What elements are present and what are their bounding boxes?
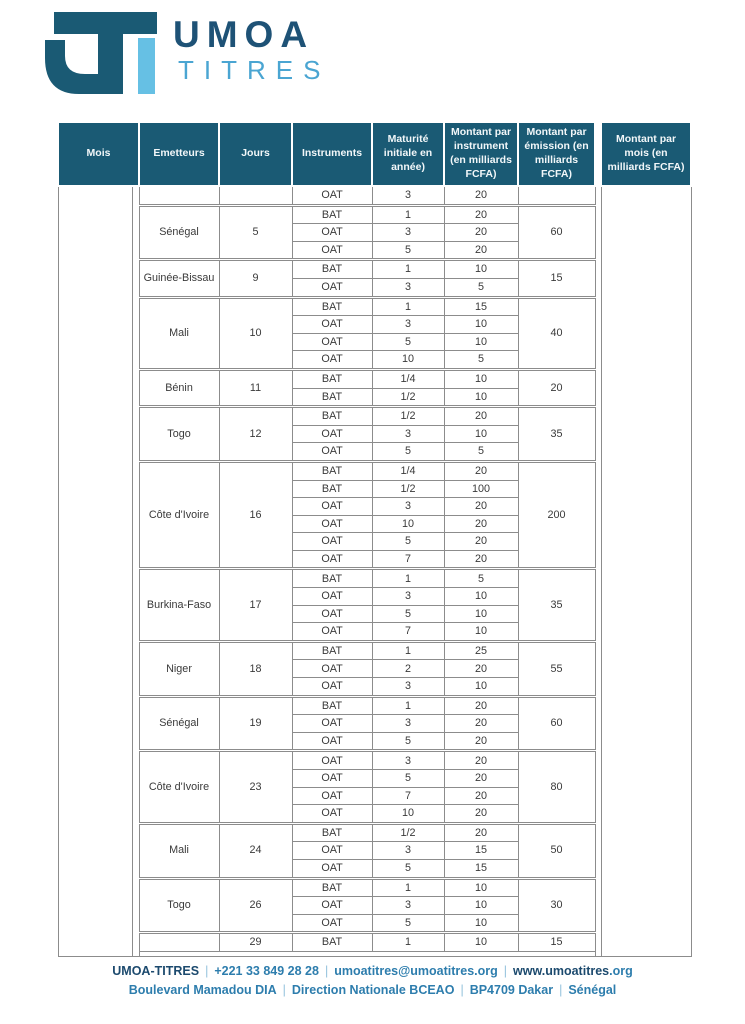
- instrument-cell: BAT: [292, 933, 372, 952]
- maturity-cell: 1/2: [372, 407, 444, 426]
- amount-instrument-cell: 25: [444, 641, 518, 660]
- instrument-cell: OAT: [292, 186, 372, 205]
- jours-cell: [219, 186, 292, 205]
- logo-titres-text: TITRES: [178, 55, 331, 85]
- amount-instrument-cell: 20: [444, 515, 518, 533]
- maturity-cell: 5: [372, 241, 444, 260]
- jours-cell: 9: [219, 260, 292, 297]
- instrument-cell: OAT: [292, 498, 372, 516]
- maturity-cell: 3: [372, 425, 444, 443]
- instrument-cell: BAT: [292, 569, 372, 588]
- instrument-cell: OAT: [292, 660, 372, 678]
- instrument-cell: OAT: [292, 515, 372, 533]
- amount-emission-cell: 35: [518, 569, 595, 641]
- instrument-cell: BAT: [292, 369, 372, 388]
- maturity-cell: 3: [372, 498, 444, 516]
- instrument-cell: OAT: [292, 333, 372, 351]
- amount-emission-cell: 30: [518, 878, 595, 933]
- spacer-cell: [139, 951, 219, 956]
- emission-calendar-table: [57, 121, 692, 957]
- header-jours: Jours: [219, 122, 292, 186]
- amount-instrument-cell: 20: [444, 787, 518, 805]
- jours-cell: 16: [219, 461, 292, 569]
- emitter-cell: Niger: [139, 641, 219, 696]
- amount-instrument-cell: 15: [444, 297, 518, 316]
- instrument-cell: OAT: [292, 859, 372, 878]
- amount-instrument-cell: 20: [444, 186, 518, 205]
- instrument-cell: OAT: [292, 533, 372, 551]
- instrument-cell: OAT: [292, 224, 372, 242]
- amount-instrument-cell: 10: [444, 605, 518, 623]
- footer-separator: |: [503, 964, 508, 978]
- maturity-cell: 5: [372, 533, 444, 551]
- amount-instrument-cell: 5: [444, 278, 518, 297]
- instrument-cell: OAT: [292, 842, 372, 860]
- jours-cell: 29: [219, 933, 292, 952]
- amount-instrument-cell: 10: [444, 316, 518, 334]
- ut-monogram-icon: [45, 10, 157, 96]
- footer-brand: UMOA-TITRES: [112, 964, 200, 978]
- maturity-cell: 3: [372, 278, 444, 297]
- footer-website-main[interactable]: www.umoatitres: [513, 964, 610, 978]
- amount-instrument-cell: 10: [444, 333, 518, 351]
- maturity-cell: 5: [372, 859, 444, 878]
- spacer-cell: [372, 951, 444, 956]
- amount-instrument-cell: 10: [444, 623, 518, 642]
- instrument-cell: OAT: [292, 588, 372, 606]
- maturity-cell: 1: [372, 641, 444, 660]
- instrument-cell: OAT: [292, 316, 372, 334]
- instrument-cell: OAT: [292, 443, 372, 462]
- header-montant-emission: Montant par émission (en milliards FCFA): [518, 122, 595, 186]
- maturity-cell: 10: [372, 805, 444, 824]
- footer-email-link[interactable]: umoatitres@umoatitres.org: [334, 964, 498, 978]
- amount-instrument-cell: 10: [444, 878, 518, 897]
- instrument-cell: OAT: [292, 623, 372, 642]
- amount-instrument-cell: 20: [444, 823, 518, 842]
- jours-cell: 17: [219, 569, 292, 641]
- footer-separator: |: [324, 964, 329, 978]
- amount-instrument-cell: 10: [444, 588, 518, 606]
- instrument-cell: OAT: [292, 897, 372, 915]
- jours-cell: 19: [219, 696, 292, 751]
- amount-instrument-cell: 5: [444, 443, 518, 462]
- header-maturite: Maturité initiale en année): [372, 122, 444, 186]
- instrument-cell: BAT: [292, 641, 372, 660]
- maturity-cell: 3: [372, 897, 444, 915]
- instrument-cell: BAT: [292, 823, 372, 842]
- mois-cell: [58, 186, 132, 956]
- instrument-cell: OAT: [292, 678, 372, 697]
- jours-cell: 5: [219, 205, 292, 260]
- footer-line-1: [0, 962, 745, 981]
- amount-emission-cell: 15: [518, 260, 595, 297]
- footer-separator: |: [282, 983, 286, 998]
- jours-cell: 18: [219, 641, 292, 696]
- amount-instrument-cell: 20: [444, 732, 518, 751]
- logo-umoa-text: UMOA: [173, 14, 315, 55]
- maturity-cell: 7: [372, 550, 444, 569]
- emitter-cell: Côte d'Ivoire: [139, 751, 219, 823]
- maturity-cell: 1/2: [372, 823, 444, 842]
- instrument-cell: OAT: [292, 278, 372, 297]
- maturity-cell: 5: [372, 914, 444, 933]
- table-row: [58, 186, 691, 205]
- maturity-cell: 1: [372, 878, 444, 897]
- footer-line-2: [0, 981, 745, 1000]
- footer-separator: |: [559, 983, 563, 998]
- footer-separator: |: [205, 964, 209, 978]
- maturity-cell: 1: [372, 205, 444, 224]
- amount-instrument-cell: 20: [444, 696, 518, 715]
- amount-instrument-cell: 20: [444, 533, 518, 551]
- instrument-cell: OAT: [292, 770, 372, 788]
- amount-emission-cell: 40: [518, 297, 595, 369]
- jours-cell: 10: [219, 297, 292, 369]
- footer-country: Sénégal: [568, 983, 617, 998]
- emitter-cell: Sénégal: [139, 205, 219, 260]
- maturity-cell: 3: [372, 588, 444, 606]
- table-header-row: [58, 122, 691, 186]
- amount-instrument-cell: 20: [444, 498, 518, 516]
- header-mois: Mois: [58, 122, 139, 186]
- maturity-cell: 1: [372, 297, 444, 316]
- instrument-cell: OAT: [292, 425, 372, 443]
- emitter-cell: [139, 933, 219, 952]
- instrument-cell: OAT: [292, 605, 372, 623]
- header-montant-mois: Montant par mois (en milliards FCFA): [601, 122, 691, 186]
- emitter-cell: Sénégal: [139, 696, 219, 751]
- amount-instrument-cell: 20: [444, 407, 518, 426]
- amount-instrument-cell: 5: [444, 351, 518, 370]
- amount-instrument-cell: 20: [444, 751, 518, 770]
- maturity-cell: 3: [372, 715, 444, 733]
- amount-emission-cell: 80: [518, 751, 595, 823]
- amount-emission-cell: 20: [518, 369, 595, 406]
- footer-separator: |: [460, 983, 464, 998]
- emitter-cell: Côte d'Ivoire: [139, 461, 219, 569]
- instrument-cell: OAT: [292, 715, 372, 733]
- mois-gap-cell: [132, 186, 139, 956]
- maturity-cell: 3: [372, 186, 444, 205]
- amount-instrument-cell: 10: [444, 260, 518, 279]
- amount-emission-cell: 60: [518, 205, 595, 260]
- amount-instrument-cell: 100: [444, 480, 518, 498]
- maturity-cell: 5: [372, 605, 444, 623]
- footer-website-tld[interactable]: .org: [609, 964, 633, 978]
- amount-emission-cell: 35: [518, 407, 595, 462]
- emitter-cell: Bénin: [139, 369, 219, 406]
- instrument-cell: BAT: [292, 480, 372, 498]
- maturity-cell: 3: [372, 842, 444, 860]
- maturity-cell: 5: [372, 333, 444, 351]
- jours-cell: 11: [219, 369, 292, 406]
- header-montant-instrument: Montant par instrument (en milliards FCFA): [444, 122, 518, 186]
- amount-emission-cell: 15: [518, 933, 595, 952]
- umoa-titres-logo: [45, 10, 331, 98]
- maturity-cell: 1: [372, 933, 444, 952]
- footer-direction: Direction Nationale BCEAO: [291, 983, 455, 998]
- amount-instrument-cell: 10: [444, 897, 518, 915]
- emitter-cell: [139, 186, 219, 205]
- amount-instrument-cell: 15: [444, 859, 518, 878]
- maturity-cell: 1/4: [372, 461, 444, 480]
- spacer-cell: [292, 951, 372, 956]
- amount-emission-cell: 60: [518, 696, 595, 751]
- spacer-cell: [518, 951, 595, 956]
- maturity-cell: 5: [372, 443, 444, 462]
- instrument-cell: BAT: [292, 260, 372, 279]
- instrument-cell: OAT: [292, 914, 372, 933]
- instrument-cell: BAT: [292, 205, 372, 224]
- maturity-cell: 5: [372, 770, 444, 788]
- header-instruments: Instruments: [292, 122, 372, 186]
- amount-instrument-cell: 20: [444, 205, 518, 224]
- maturity-cell: 5: [372, 732, 444, 751]
- emitter-cell: Burkina-Faso: [139, 569, 219, 641]
- instrument-cell: OAT: [292, 732, 372, 751]
- amount-instrument-cell: 20: [444, 770, 518, 788]
- maturity-cell: 1: [372, 569, 444, 588]
- instrument-cell: OAT: [292, 241, 372, 260]
- amount-instrument-cell: 5: [444, 569, 518, 588]
- amount-instrument-cell: 10: [444, 914, 518, 933]
- instrument-cell: BAT: [292, 696, 372, 715]
- amount-instrument-cell: 10: [444, 678, 518, 697]
- footer-po-box: BP4709 Dakar: [469, 983, 554, 998]
- maturity-cell: 3: [372, 678, 444, 697]
- emitter-cell: Togo: [139, 878, 219, 933]
- emitter-cell: Togo: [139, 407, 219, 462]
- maturity-cell: 10: [372, 351, 444, 370]
- amount-instrument-cell: 10: [444, 933, 518, 952]
- amount-emission-cell: [518, 186, 595, 205]
- amount-instrument-cell: 20: [444, 224, 518, 242]
- maturity-cell: 1/2: [372, 480, 444, 498]
- maturity-cell: 3: [372, 316, 444, 334]
- amount-instrument-cell: 20: [444, 660, 518, 678]
- maturity-cell: 7: [372, 623, 444, 642]
- instrument-cell: OAT: [292, 805, 372, 824]
- amount-emission-cell: 50: [518, 823, 595, 878]
- footer-address: Boulevard Mamadou DIA: [128, 983, 277, 998]
- maturity-cell: 1/2: [372, 388, 444, 407]
- amount-instrument-cell: 20: [444, 715, 518, 733]
- jours-cell: 26: [219, 878, 292, 933]
- jours-cell: 23: [219, 751, 292, 823]
- amount-month-cell: [601, 186, 691, 956]
- amount-instrument-cell: 10: [444, 369, 518, 388]
- spacer-cell: [444, 951, 518, 956]
- instrument-cell: BAT: [292, 407, 372, 426]
- instrument-cell: OAT: [292, 751, 372, 770]
- instrument-cell: OAT: [292, 550, 372, 569]
- instrument-cell: OAT: [292, 351, 372, 370]
- maturity-cell: 2: [372, 660, 444, 678]
- maturity-cell: 10: [372, 515, 444, 533]
- amount-instrument-cell: 10: [444, 388, 518, 407]
- instrument-cell: BAT: [292, 297, 372, 316]
- amount-instrument-cell: 20: [444, 461, 518, 480]
- amount-emission-cell: 200: [518, 461, 595, 569]
- instrument-cell: BAT: [292, 878, 372, 897]
- amount-instrument-cell: 10: [444, 425, 518, 443]
- emitter-cell: Mali: [139, 297, 219, 369]
- amount-emission-cell: 55: [518, 641, 595, 696]
- table-body: [58, 186, 691, 956]
- footer-website-link[interactable]: [513, 964, 633, 978]
- header-emetteurs: Emetteurs: [139, 122, 219, 186]
- maturity-cell: 1: [372, 260, 444, 279]
- maturity-cell: 1: [372, 696, 444, 715]
- jours-cell: 24: [219, 823, 292, 878]
- maturity-cell: 3: [372, 224, 444, 242]
- instrument-cell: BAT: [292, 388, 372, 407]
- maturity-cell: 1/4: [372, 369, 444, 388]
- amount-instrument-cell: 20: [444, 805, 518, 824]
- instrument-cell: OAT: [292, 787, 372, 805]
- footer-phone: +221 33 849 28 28: [214, 964, 319, 978]
- emitter-cell: Guinée-Bissau: [139, 260, 219, 297]
- footer: [0, 962, 745, 1001]
- amount-instrument-cell: 15: [444, 842, 518, 860]
- emitter-cell: Mali: [139, 823, 219, 878]
- amount-instrument-cell: 20: [444, 550, 518, 569]
- instrument-cell: BAT: [292, 461, 372, 480]
- amount-instrument-cell: 20: [444, 241, 518, 260]
- spacer-cell: [219, 951, 292, 956]
- maturity-cell: 7: [372, 787, 444, 805]
- maturity-cell: 3: [372, 751, 444, 770]
- jours-cell: 12: [219, 407, 292, 462]
